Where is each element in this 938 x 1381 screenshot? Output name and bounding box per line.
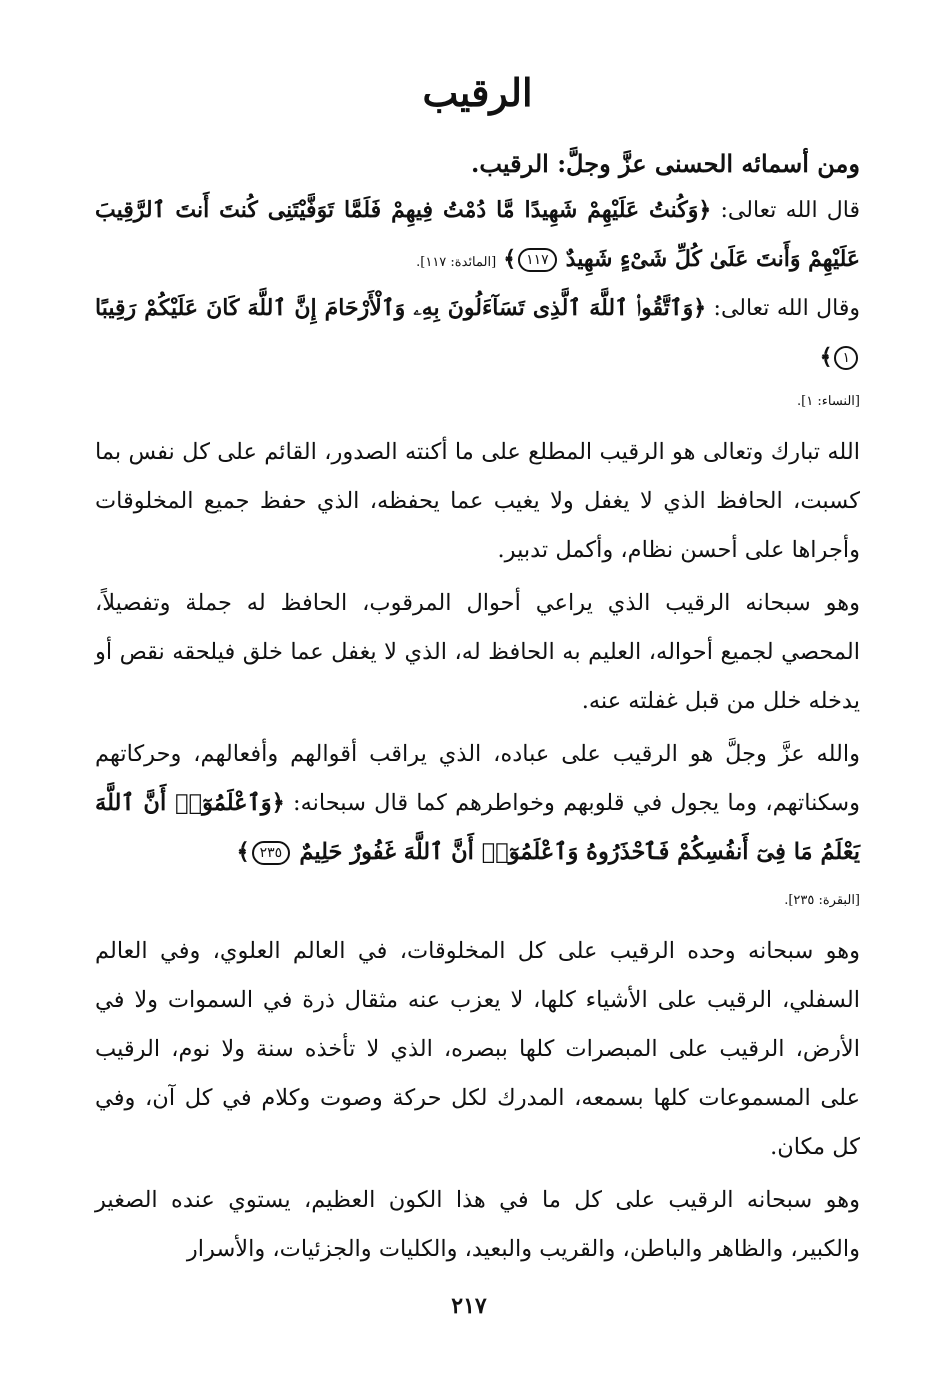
paragraph-3 (95, 730, 860, 877)
verse-3-number: ٢٣٥ (252, 841, 291, 865)
page-title: الرقيب (422, 70, 533, 115)
paragraph-5: وهو سبحانه الرقيب على كل ما في هذا الكون العظيم، يستوي عنده الصغير والكبير، والظاهر والباطن، والقريب والبعيد، والكليات والجزئيات، والأسرار (95, 1186, 860, 1262)
verse-1-reference: [المائدة: ١١٧]. (416, 254, 497, 270)
paragraph-1: الله تبارك وتعالى هو الرقيب المطلع على ما أكنته الصدور، القائم على كل نفس بما كسبت، الحافظ الذي لا يغفل ولا يغيب عما يحفظه، الذي حفظ جميع المخلوقات وأجراها على أحسن نظام، وأكمل تدبير. (95, 438, 860, 563)
verse-1-number: ١١٧ (518, 248, 557, 272)
verse-2-number: ١ (834, 346, 858, 370)
verse-2-text: ﴿وَٱتَّقُوا۟ ٱللَّهَ ٱلَّذِى تَسَآءَلُونَ بِهِۦ وَٱلْأَرْحَامَ إِنَّ ٱللَّهَ كَانَ عَلَيْكُمْ رَقِيبًا (95, 294, 707, 321)
verse-2-close: ﴾ (819, 343, 833, 370)
page-body (95, 70, 860, 1278)
page-number: ٢١٧ (451, 1293, 487, 1319)
verse-3-close: ﴾ (236, 838, 250, 865)
verse-block-2 (95, 284, 860, 382)
paragraph-3-text: والله عزَّ وجلَّ هو الرقيب على عباده، الذي يراقب أقوالهم وأفعالهم، وحركاتهم وسكناتهم، وما يجول في قلوبهم وخواطرهم كما قال سبحانه: (95, 740, 860, 816)
paragraph-2: وهو سبحانه الرقيب الذي يراعي أحوال المرقوب، الحافظ له جملة وتفصيلاً، المحصي لجميع أحواله، العليم به الحافظ له، الذي لا يغفل عما خلق فيلحقه نقص أو يدخله خلل من قبل غفلته عنه. (95, 589, 860, 714)
verse-3-text: ﴿وَٱعْلَمُوٓا۟ أَنَّ ٱللَّهَ يَعْلَمُ مَا فِىٓ أَنفُسِكُمْ فَٱحْذَرُوهُ وَٱعْلَمُوٓا۟ أَنَّ ٱللَّهَ غَفُورٌ حَلِيمٌ (95, 789, 860, 865)
verse-block-1 (95, 186, 860, 284)
verse-1-close: ﴾ (503, 245, 517, 272)
paragraph-4: وهو سبحانه وحده الرقيب على كل المخلوقات، في العالم العلوي، وفي العالم السفلي، الرقيب على الأشياء كلها، لا يعزب عنه مثقال ذرة في السموات ولا في الأرض، الرقيب على المبصرات كلها ببصره، الذي لا تأخذه سنة ولا نوم، الرقيب على المسموعات كلها بسمعه، المدرك لكل حركة وصوت وكلام في كل آن، وفي كل مكان. (95, 937, 860, 1160)
verse-3-reference: [البقرة: ٢٣٥]. (784, 892, 860, 908)
verse-2-intro: وقال الله تعالى: (706, 295, 860, 321)
verse-2-reference: [النساء: ١]. (797, 393, 860, 409)
verse-1-text: ﴿وَكُنتُ عَلَيْهِمْ شَهِيدًا مَّا دُمْتُ فِيهِمْ فَلَمَّا تَوَفَّيْتَنِى كُنتَ أَنتَ ٱلرَّقِيبَ عَلَيْهِمْ وَأَنتَ عَلَىٰ كُلِّ شَىْءٍ شَهِيدٌ (95, 196, 860, 272)
verse-1-intro: قال الله تعالى: (711, 197, 861, 223)
lead-sentence: ومن أسمائه الحسنى عزَّ وجلَّ: الرقيب. (470, 148, 860, 178)
